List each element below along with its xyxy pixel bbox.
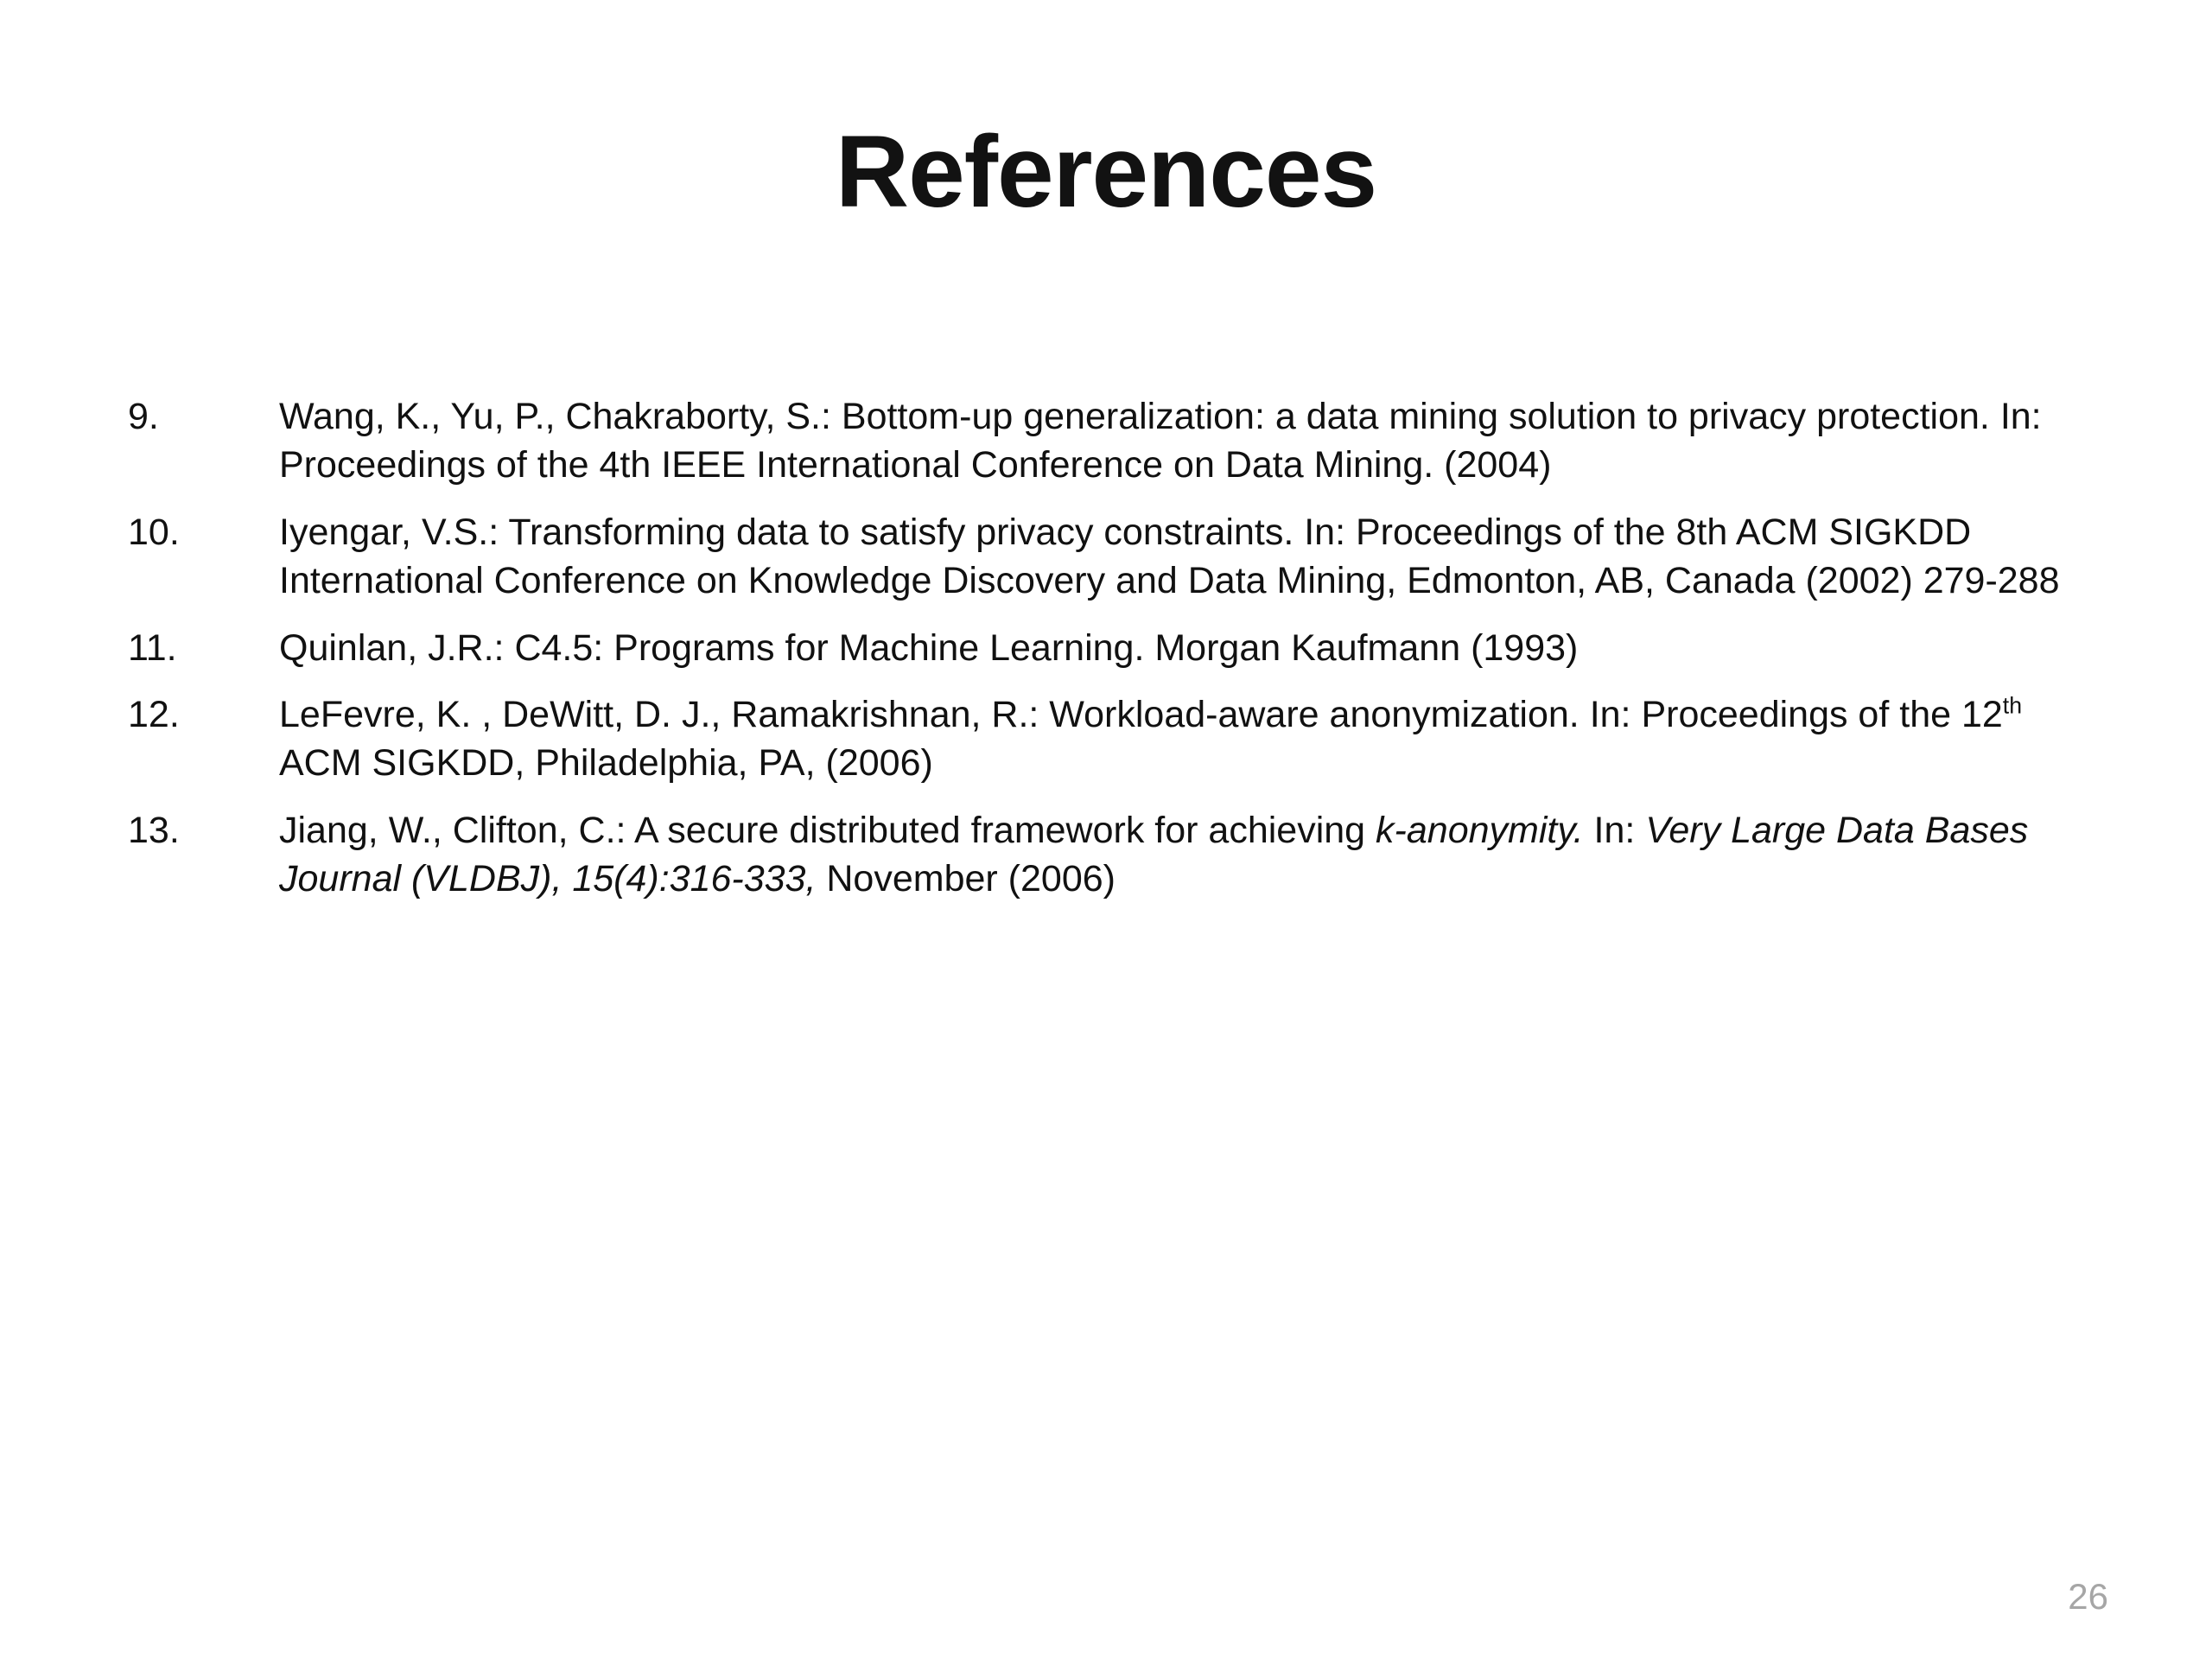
list-item [128,625,2115,673]
reference-text-pre: LeFevre, K. , DeWitt, D. J., Ramakrishnan, R.: Workload-aware anonymization. In: Proceedings of the 12 [279,694,2003,736]
reference-journal-title: Very Large Data Bases Journal (VLDBJ), 15(4):316-333, [279,810,2029,900]
reference-text: Quinlan, J.R.: C4.5: Programs for Machine Learning. Morgan Kaufmann (1993) [279,626,1579,669]
reference-emphasis-term: k-anonymity. [1376,810,1584,852]
reference-number: 11. [128,626,177,669]
page-number: 26 [2068,1576,2108,1617]
reference-text: Iyengar, V.S.: Transforming data to satisfy privacy constraints. In: Proceedings of the 8th ACM SIGKDD International Conference on Knowledge Discovery and Data Mining, Edmonton, AB, Canada (2002) 279-288 [279,511,2060,601]
reference-list [128,393,2115,923]
reference-text-post: November (2006) [816,858,1116,900]
reference-number: 10. [128,511,180,553]
page-title: References [835,115,1377,229]
reference-number: 9. [128,396,159,437]
reference-text [279,807,2107,904]
list-item [128,691,2115,788]
reference-text-post: ACM SIGKDD, Philadelphia, PA, (2006) [279,742,933,785]
list-item [128,509,2115,606]
reference-text-pre: Jiang, W., Clifton, C.: A secure distributed framework for achieving [279,810,1376,852]
reference-text [279,691,2107,788]
reference-text-mid: In: [1583,810,1646,852]
reference-number: 13. [128,810,180,852]
reference-ordinal-suffix: th [2002,693,2023,720]
reference-text: Wang, K., Yu, P., Chakraborty, S.: Bottom-up generalization: a data mining solution to privacy protection. In: Proceedings of the 4th IEEE International Conference on Data Mining. (2004) [279,396,2042,486]
list-item [128,807,2115,904]
list-item [128,393,2115,490]
reference-number: 12. [128,694,180,736]
